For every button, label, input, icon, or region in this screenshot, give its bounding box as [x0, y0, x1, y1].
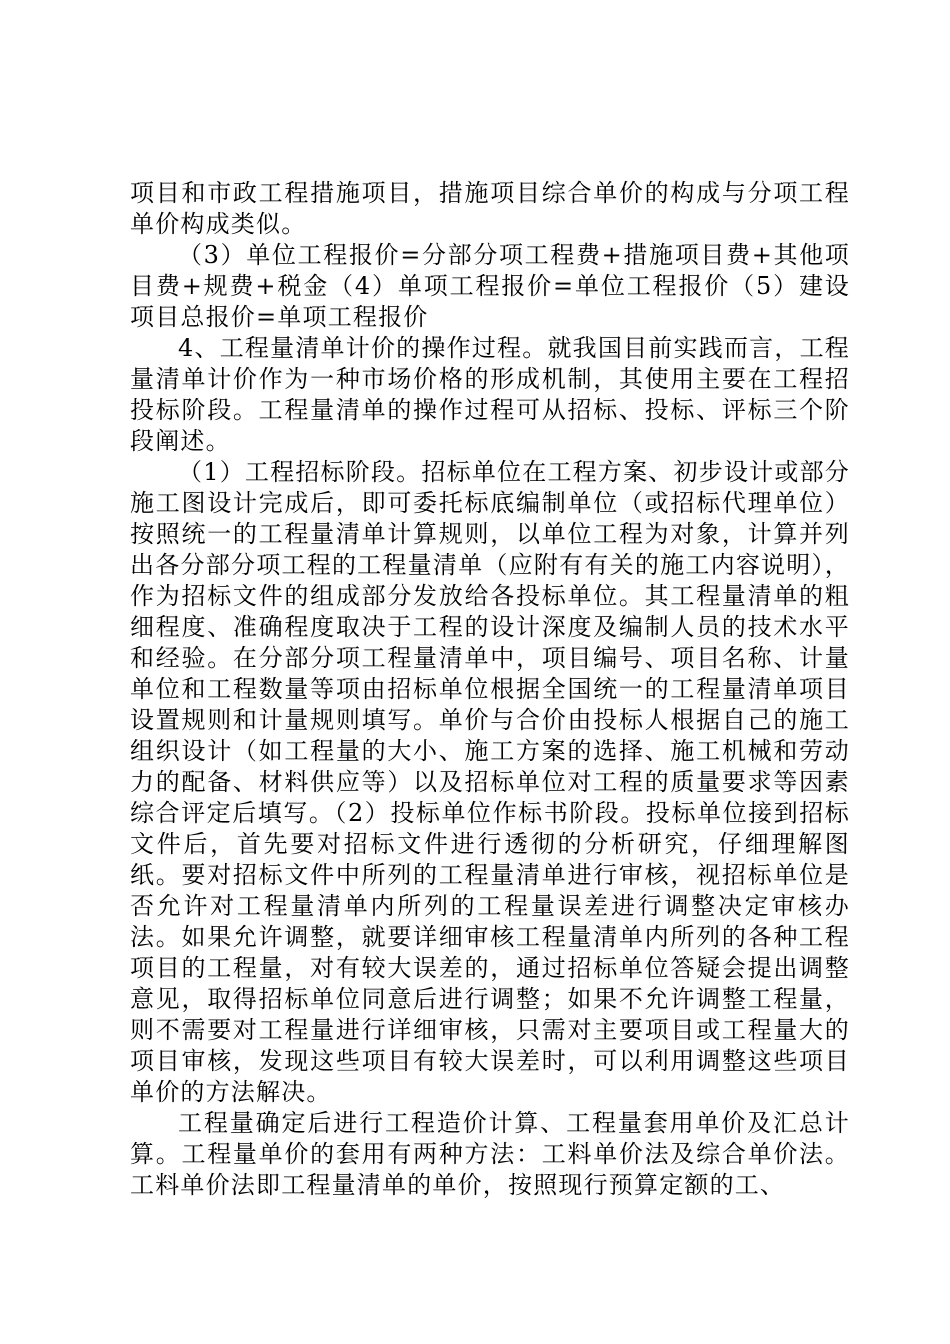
paragraph-quotation-formulas: （3）单位工程报价=分部分项工程费+措施项目费+其他项目费+规费+税金（4）单项工程报价=单位工程报价（5）建设项目总报价=单项工程报价 — [130, 241, 850, 331]
paragraph-measures-continuation: 项目和市政工程措施项目，措施项目综合单价的构成与分项工程单价构成类似。 — [130, 179, 850, 238]
paragraph-bill-of-quantities-process: 4、工程量清单计价的操作过程。就我国目前实践而言，工程量清单计价作为一种市场价格的形成机制，其使用主要在工程招投标阶段。工程量清单的操作过程可从招标、投标、评标三个阶段阐述。 — [130, 334, 850, 455]
paragraph-unit-price-methods: 工程量确定后进行工程造价计算、工程量套用单价及汇总计算。工程量单价的套用有两种方法：工料单价法及综合单价法。工料单价法即工程量清单的单价，按照现行预算定额的工、 — [130, 1109, 850, 1199]
document-body — [130, 178, 850, 1201]
paragraph-tender-and-bid-stages: （1）工程招标阶段。招标单位在工程方案、初步设计或部分施工图设计完成后，即可委托标底编制单位（或招标代理单位）按照统一的工程量清单计算规则，以单位工程为对象，计算并列出各分部分项工程的工程量清单（应附有有关的施工内容说明），作为招标文件的组成部分发放给各投标单位。其工程量清单的粗细程度、准确程度取决于工程的设计深度及编制人员的技术水平和经验。在分部分项工程量清单中，项目编号、项目名称、计量单位和工程数量等项由招标单位根据全国统一的工程量清单项目设置规则和计量规则填写。单价与合价由投标人根据自己的施工组织设计（如工程量的大小、施工方案的选择、施工机械和劳动力的配备、材料供应等）以及招标单位对工程的质量要求等因素综合评定后填写。（2）投标单位作标书阶段。投标单位接到招标文件后，首先要对招标文件进行透彻的分析研究，仔细理解图纸。要对招标文件中所列的工程量清单进行审核，视招标单位是否允许对工程量清单内所列的工程量误差进行调整决定审核办法。如果允许调整，就要详细审核工程量清单内所列的各种工程项目的工程量，对有较大误差的，通过招标单位答疑会提出调整意见，取得招标单位同意后进行调整；如果不允许调整工程量，则不需要对工程量进行详细审核，只需对主要项目或工程量大的项目审核，发现这些项目有较大误差时，可以利用调整这些项目单价的方法解决。 — [130, 458, 850, 1106]
